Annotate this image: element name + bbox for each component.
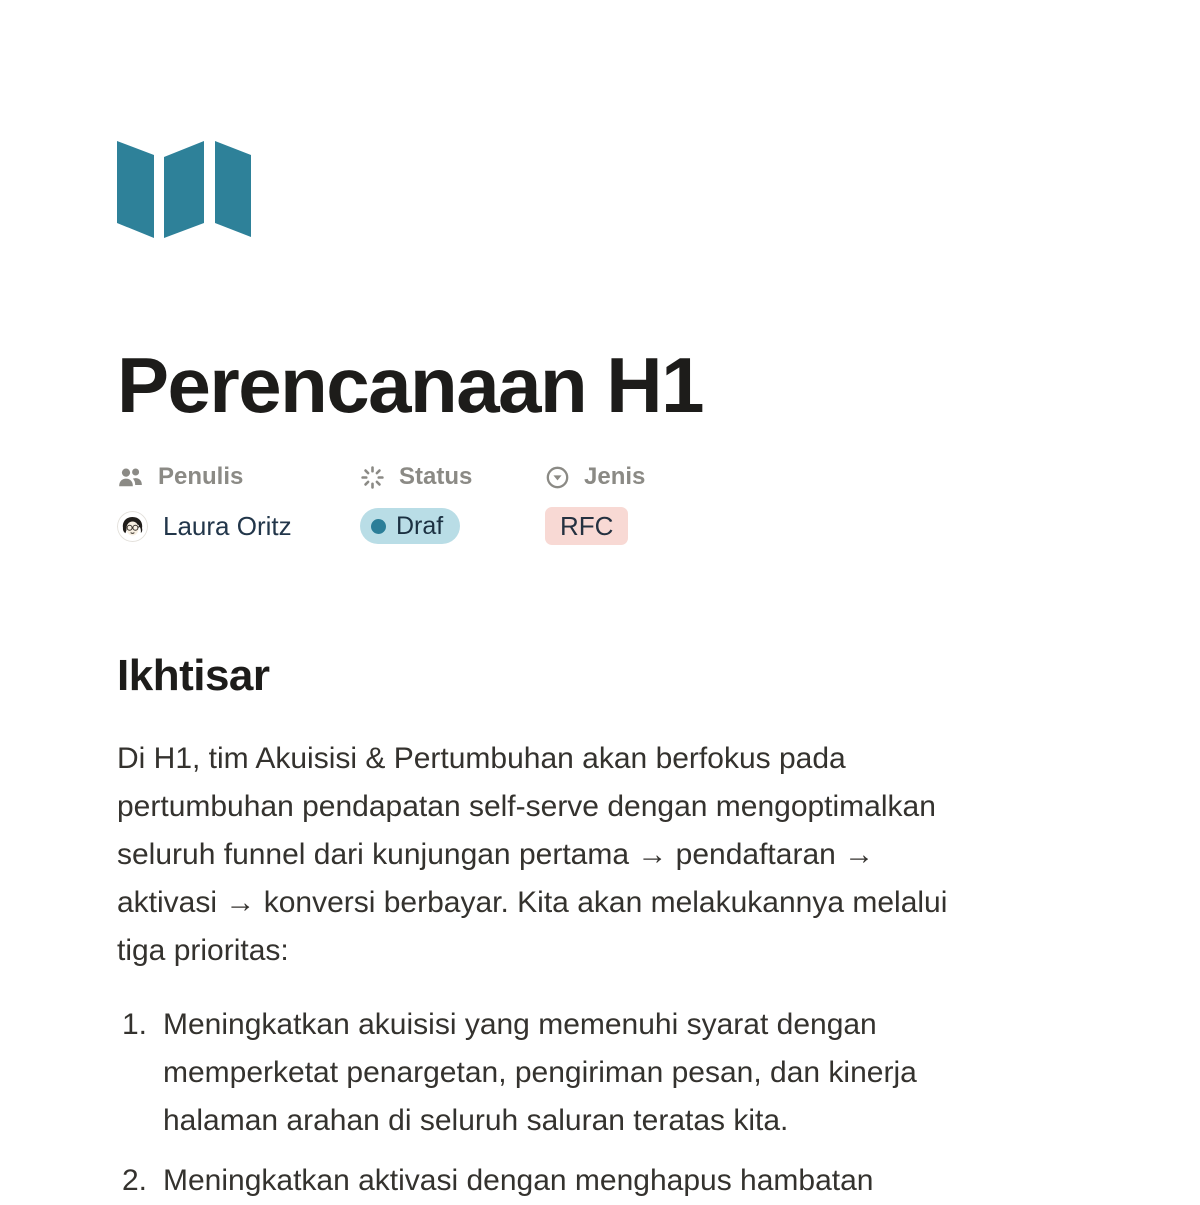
list-item-text: Meningkatkan akuisisi yang memenuhi syarat dengan memperketat penargetan, pengiriman pesan, dan kinerja halaman arahan di seluruh saluran teratas kita.: [163, 1007, 917, 1137]
status-spinner-icon: [360, 465, 385, 490]
status-pill[interactable]: [360, 508, 460, 544]
list-item-number: 1.: [122, 1007, 148, 1041]
list-item[interactable]: [117, 1157, 973, 1205]
property-author[interactable]: [117, 463, 360, 491]
property-values-row: [117, 506, 1083, 546]
author-name: Laura Oritz: [163, 510, 292, 541]
section-heading[interactable]: Ikhtisar: [117, 651, 270, 700]
type-text: RFC: [560, 510, 614, 541]
type-value[interactable]: [545, 507, 628, 545]
page-title[interactable]: Perencanaan H1: [117, 341, 703, 429]
list-item-number: 2.: [122, 1163, 148, 1197]
property-labels-row: [117, 462, 1083, 492]
properties-panel: [117, 462, 1083, 546]
type-label: Jenis: [584, 463, 646, 490]
author-value[interactable]: [117, 511, 360, 542]
type-badge[interactable]: [545, 507, 628, 545]
list-item[interactable]: [117, 1001, 973, 1145]
overview-paragraph[interactable]: Di H1, tim Akuisisi & Pertumbuhan akan berfokus pada pertumbuhan pendapatan self-serve dengan mengoptimalkan seluruh funnel dari kunjungan pertama → pendaftaran → aktivasi → konversi berbayar. Kita akan melakukannya melalui tiga prioritas:: [117, 741, 948, 967]
property-status[interactable]: [360, 463, 545, 491]
list-item-text: Meningkatkan aktivasi dengan menghapus hambatan: [163, 1163, 874, 1197]
map-icon: [117, 141, 252, 238]
select-icon: [545, 465, 570, 490]
status-dot-icon: [371, 519, 386, 534]
priorities-list: [117, 1001, 973, 1205]
page-icon[interactable]: [117, 141, 252, 238]
property-type[interactable]: [545, 463, 645, 491]
author-label: Penulis: [158, 463, 244, 490]
laura-avatar: [117, 511, 148, 542]
status-label: Status: [399, 463, 473, 490]
status-text: Draf: [396, 511, 444, 540]
status-value[interactable]: [360, 508, 545, 544]
people-icon: [117, 465, 144, 489]
